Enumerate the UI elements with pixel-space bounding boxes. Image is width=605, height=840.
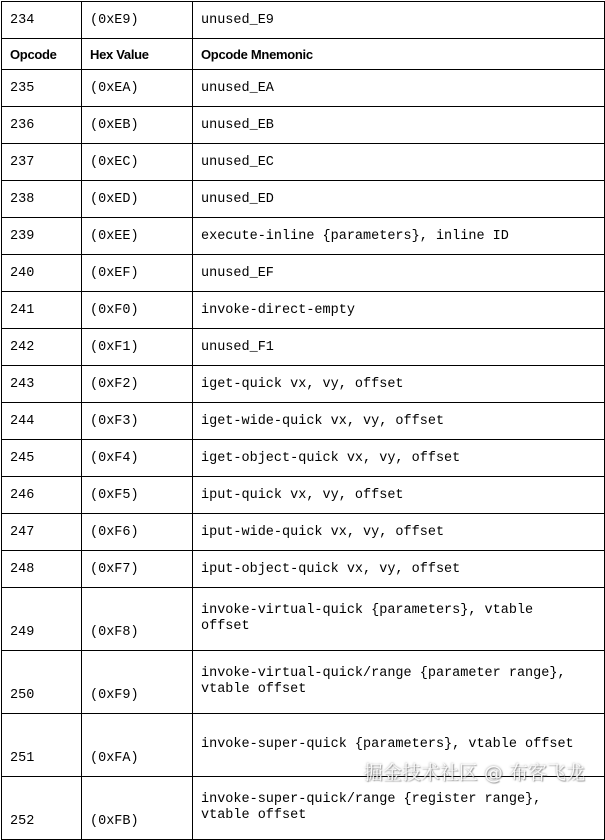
table-row xyxy=(2,144,605,181)
mnemonic-cell: iget-wide-quick vx, vy, offset xyxy=(193,403,605,440)
mnemonic-cell: invoke-super-quick {parameters}, vtable offset xyxy=(193,714,605,777)
mnemonic-cell: iput-wide-quick vx, vy, offset xyxy=(193,514,605,551)
hex-cell: (0xF2) xyxy=(82,366,193,403)
mnemonic-cell: iget-quick vx, vy, offset xyxy=(193,366,605,403)
table-row xyxy=(2,514,605,551)
hex-cell: (0xF6) xyxy=(82,514,193,551)
opcode-cell: 241 xyxy=(2,292,82,329)
table-row xyxy=(2,292,605,329)
hex-cell: (0xFA) xyxy=(82,714,193,777)
opcode-cell: 250 xyxy=(2,651,82,714)
opcode-cell: 242 xyxy=(2,329,82,366)
hex-cell: (0xEE) xyxy=(82,218,193,255)
table-row xyxy=(2,777,605,840)
hex-cell: (0xF0) xyxy=(82,292,193,329)
hex-cell: (0xEA) xyxy=(82,70,193,107)
mnemonic-cell: iput-quick vx, vy, offset xyxy=(193,477,605,514)
table-row xyxy=(2,329,605,366)
mnemonic-cell: invoke-super-quick/range {register range}, vtable offset xyxy=(193,777,605,840)
hex-cell: (0xF5) xyxy=(82,477,193,514)
hex-value-header: Hex Value xyxy=(82,39,193,70)
table-row xyxy=(2,551,605,588)
mnemonic-cell: unused_EB xyxy=(193,107,605,144)
opcode-cell: 239 xyxy=(2,218,82,255)
mnemonic-cell: unused_E9 xyxy=(193,2,605,39)
hex-cell: (0xEC) xyxy=(82,144,193,181)
opcode-cell: 240 xyxy=(2,255,82,292)
table-row xyxy=(2,181,605,218)
table-row xyxy=(2,255,605,292)
mnemonic-header: Opcode Mnemonic xyxy=(193,39,605,70)
opcode-cell: 247 xyxy=(2,514,82,551)
table-header-row xyxy=(2,39,605,70)
mnemonic-cell: execute-inline {parameters}, inline ID xyxy=(193,218,605,255)
mnemonic-cell: unused_F1 xyxy=(193,329,605,366)
hex-cell: (0xED) xyxy=(82,181,193,218)
hex-cell: (0xF7) xyxy=(82,551,193,588)
hex-cell: (0xF4) xyxy=(82,440,193,477)
table-row xyxy=(2,366,605,403)
mnemonic-cell: iget-object-quick vx, vy, offset xyxy=(193,440,605,477)
opcode-cell: 248 xyxy=(2,551,82,588)
opcode-cell: 251 xyxy=(2,714,82,777)
hex-cell: (0xF1) xyxy=(82,329,193,366)
table-row xyxy=(2,588,605,651)
opcode-table xyxy=(1,1,605,840)
opcode-cell: 236 xyxy=(2,107,82,144)
table-row xyxy=(2,2,605,39)
table-row xyxy=(2,403,605,440)
opcode-header: Opcode xyxy=(2,39,82,70)
table-row xyxy=(2,440,605,477)
table-row xyxy=(2,218,605,255)
hex-cell: (0xF9) xyxy=(82,651,193,714)
mnemonic-cell: unused_EA xyxy=(193,70,605,107)
opcode-cell: 234 xyxy=(2,2,82,39)
mnemonic-cell: iput-object-quick vx, vy, offset xyxy=(193,551,605,588)
mnemonic-cell: unused_EF xyxy=(193,255,605,292)
hex-cell: (0xEB) xyxy=(82,107,193,144)
opcode-cell: 252 xyxy=(2,777,82,840)
opcode-cell: 249 xyxy=(2,588,82,651)
hex-cell: (0xEF) xyxy=(82,255,193,292)
mnemonic-cell: invoke-virtual-quick {parameters}, vtable offset xyxy=(193,588,605,651)
table-row xyxy=(2,651,605,714)
opcode-cell: 237 xyxy=(2,144,82,181)
opcode-cell: 244 xyxy=(2,403,82,440)
table-row xyxy=(2,70,605,107)
table-row xyxy=(2,107,605,144)
opcode-cell: 243 xyxy=(2,366,82,403)
table-row xyxy=(2,477,605,514)
mnemonic-cell: invoke-direct-empty xyxy=(193,292,605,329)
hex-cell: (0xF8) xyxy=(82,588,193,651)
opcode-cell: 235 xyxy=(2,70,82,107)
hex-cell: (0xE9) xyxy=(82,2,193,39)
mnemonic-cell: invoke-virtual-quick/range {parameter range}, vtable offset xyxy=(193,651,605,714)
hex-cell: (0xFB) xyxy=(82,777,193,840)
watermark: 掘金技术社区 @ 布客飞龙 xyxy=(363,762,585,784)
hex-cell: (0xF3) xyxy=(82,403,193,440)
table-row xyxy=(2,714,605,777)
opcode-cell: 245 xyxy=(2,440,82,477)
mnemonic-cell: unused_ED xyxy=(193,181,605,218)
opcode-cell: 238 xyxy=(2,181,82,218)
opcode-cell: 246 xyxy=(2,477,82,514)
mnemonic-cell: unused_EC xyxy=(193,144,605,181)
